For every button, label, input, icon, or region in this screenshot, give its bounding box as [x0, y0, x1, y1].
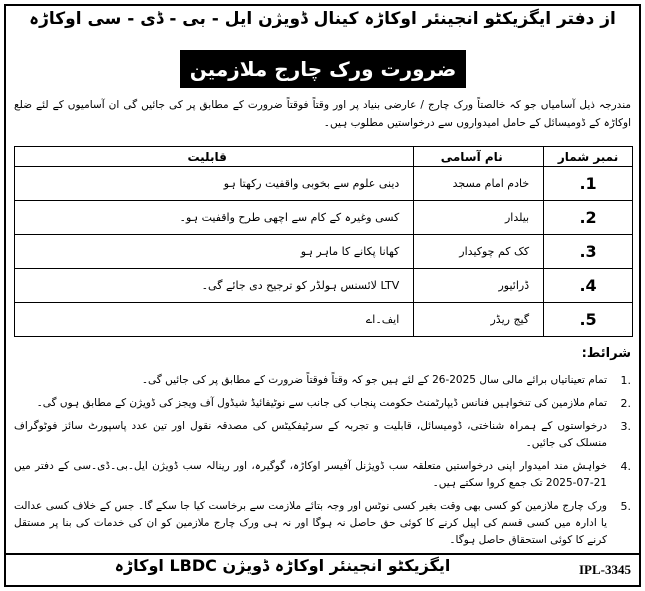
row-serial-no: 5. — [544, 303, 633, 337]
condition-number: 3. — [620, 420, 631, 433]
table-row — [15, 167, 633, 201]
condition-item — [14, 458, 631, 492]
conditions-list — [14, 372, 631, 555]
header-qualification: قابلیت — [15, 147, 414, 167]
table-row — [15, 235, 633, 269]
row-post-name: کک کم چوکیدار — [414, 235, 544, 269]
row-qualification: ایف۔اے — [15, 303, 414, 337]
footer-issuer: ایگزیکٹو انجینئر اوکاڑہ ڈویژن LBDC اوکاڑہ — [114, 556, 451, 575]
row-serial-no: 2. — [544, 201, 633, 235]
table-row — [15, 303, 633, 337]
office-title: از دفتر ایگزیکٹو انجینئر اوکاڑہ کینال ڈویژن ایل - بی - ڈی - سی اوکاڑہ — [29, 9, 616, 29]
posts-table — [14, 146, 633, 337]
conditions-heading: شرائط: — [581, 346, 631, 361]
condition-item — [14, 498, 631, 549]
notice-banner: ضرورت ورک چارج ملازمین — [180, 50, 466, 88]
condition-item — [14, 418, 631, 452]
row-qualification: کسی وغیرہ کے کام سے اچھی طرح واقفیت ہو۔ — [15, 201, 414, 235]
row-post-name: گیج ریڈر — [414, 303, 544, 337]
condition-text: درخواستوں کے ہمراہ شناختی، ڈومیسائل، قابلیت و تجربہ کے سرٹیفکیٹس کی مصدقہ نقول اور تین عدد پاسپورٹ سائز فوٹوگراف منسلک کی جائیں۔ — [14, 420, 607, 449]
ipl-code: IPL-3345 — [579, 562, 631, 577]
row-qualification: دینی علوم سے بخوبی واقفیت رکھتا ہو — [15, 167, 414, 201]
table-row — [15, 269, 633, 303]
header-post-name: نام آسامی — [414, 147, 544, 167]
row-post-name: بیلدار — [414, 201, 544, 235]
row-serial-no: 1. — [544, 167, 633, 201]
row-serial-no: 3. — [544, 235, 633, 269]
row-post-name: ڈرائیور — [414, 269, 544, 303]
row-qualification: کھانا پکانے کا ماہر ہو — [15, 235, 414, 269]
posts-table-header — [15, 147, 633, 167]
condition-text: خواہش مند امیدوار اپنی درخواستیں متعلقہ سب ڈویژنل آفیسر اوکاڑہ، گوگیرہ، اور رینالہ سب ڈویژن ایل۔بی۔ڈی۔سی کے دفتر میں 21-07-2025 تک جمع کروا سکتے ہیں۔ — [14, 460, 607, 489]
table-row — [15, 201, 633, 235]
condition-item — [14, 372, 631, 389]
condition-item — [14, 395, 631, 412]
condition-number: 2. — [620, 397, 631, 410]
condition-number: 4. — [620, 460, 631, 473]
row-qualification: LTV لائسنس ہولڈر کو ترجیح دی جائے گی۔ — [15, 269, 414, 303]
intro-paragraph: مندرجہ ذیل آسامیاں جو کہ خالصتاً ورک چارج / عارضی بنیاد پر اور وقتاً فوقتاً ضرورت کے مطابق پر کی جائیں گی ان آسامیوں کے لئے ضلع اوکاڑہ کے ڈومیسائل کے حامل امیدواروں سے درخواستیں مطلوب ہیں۔ — [14, 99, 631, 129]
condition-text: ورک چارج ملازمین کو کسی بھی وقت بغیر کسی نوٹس اور وجہ بتائے ملازمت سے برخاست کیا جا سکے گا۔ جس کے خلاف کسی عدالت یا ادارہ میں کسی قسم کی اپیل کرنے کا کوئی حق حاصل نہ ہوگا اور نہ ہی ورک چارج ملازمین کو ان کی خدمات کی بنا پر مستقل کرنے کا کوئی استحقاق حاصل ہوگا۔ — [14, 500, 607, 546]
condition-number: 1. — [620, 374, 631, 387]
condition-number: 5. — [620, 500, 631, 513]
condition-text: تمام ملازمین کی تنخواہیں فنانس ڈیپارٹمنٹ حکومت پنجاب کی جانب سے نوٹیفائیڈ شیڈول آف ویجز کی ڈویژن کے مطابق ہوں گی۔ — [36, 397, 607, 409]
row-post-name: خادم امام مسجد — [414, 167, 544, 201]
condition-text: تمام تعیناتیاں برائے مالی سال 2025-26 کے لئے ہیں جو کہ وقتاً فوقتاً ضرورت کے مطابق پر کی جائیں گی۔ — [141, 374, 607, 386]
header-serial-no: نمبر شمار — [544, 147, 633, 167]
row-serial-no: 4. — [544, 269, 633, 303]
